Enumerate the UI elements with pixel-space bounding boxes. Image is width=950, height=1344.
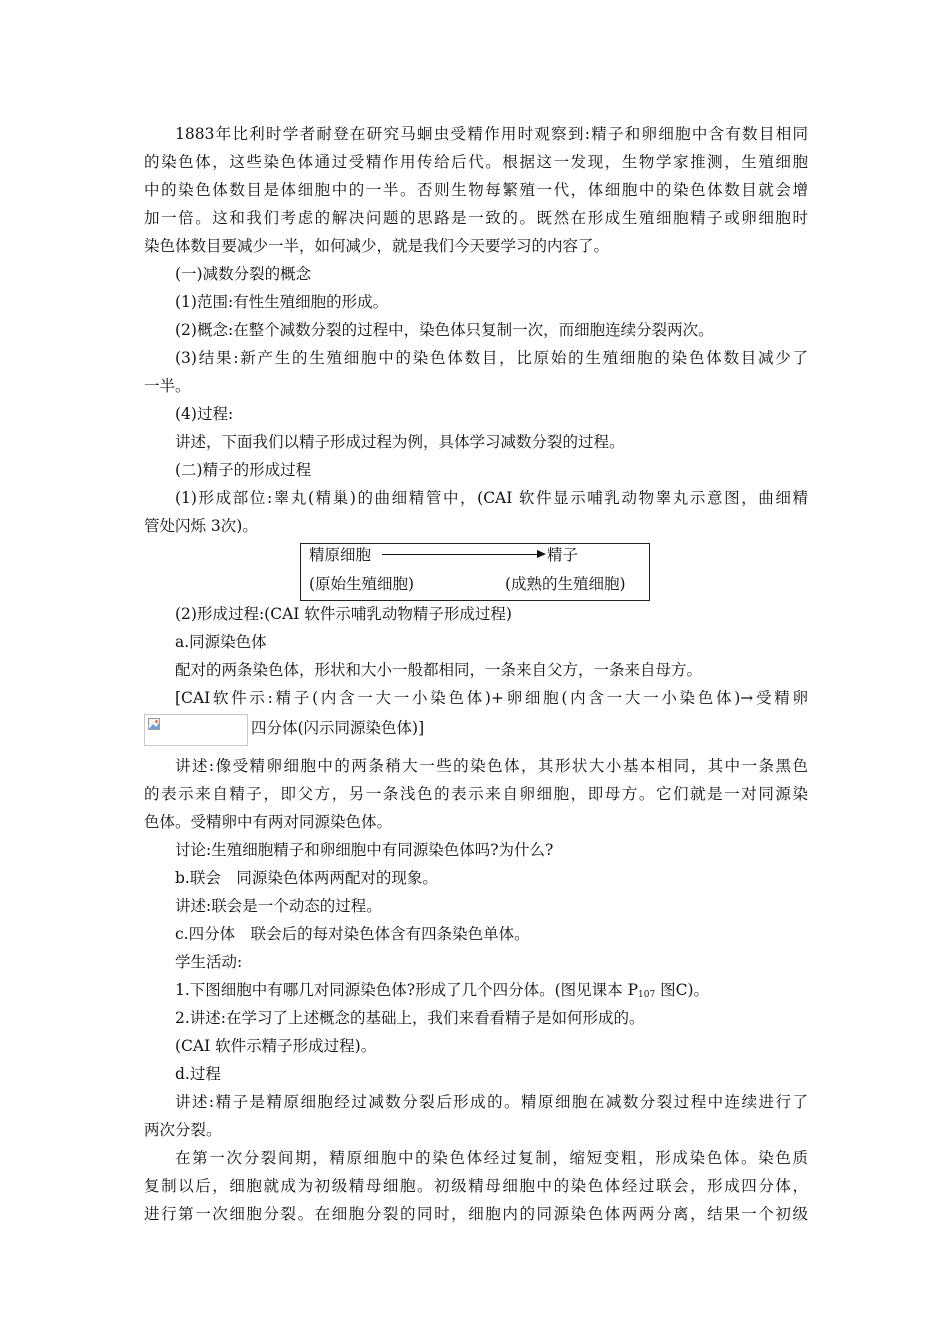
section1-narration: 讲述，下面我们以精子形成过程为例，具体学习减数分裂的过程。 [175, 433, 625, 451]
question-1-text: 1.下图细胞中有哪几对同源染色体?形成了几个四分体。(图见课本 P [175, 981, 639, 999]
intro-line-1: 1883年比利时学者耐登在研究马蛔虫受精作用时观察到:精子和卵细胞中含有数目相同 [175, 125, 808, 143]
broken-image-icon [148, 718, 160, 730]
section2-process-heading: (2)形成过程:(CAI 软件示哺乳动物精子形成过程) [175, 605, 512, 623]
intro-line-4: 加一倍。这和我们考虑的解决问题的思路是一致的。既然在形成生殖细胞精子或卵细胞时 [144, 209, 808, 227]
homologous-heading: a.同源染色体 [175, 633, 267, 651]
narration-line-1: 讲述:像受精卵细胞中的两条稍大一些的染色体，其形状大小基本相同，其中一条黑色 [175, 757, 808, 775]
section1-result-line-1: (3)结果:新产生的生殖细胞中的染色体数目，比原始的生殖细胞的染色体数目减少了 [175, 349, 808, 367]
synapsis-narration: 讲述:联会是一个动态的过程。 [175, 897, 382, 915]
question-1-tail: 图C)。 [655, 981, 710, 999]
section1-scope: (1)范围:有性生殖细胞的形成。 [175, 293, 389, 311]
cai-line-2: 四分体(闪示同源染色体)] [251, 719, 425, 737]
homologous-definition: 配对的两条染色体，形状和大小一般都相同，一条来自父方，一条来自母方。 [175, 661, 703, 679]
question-2: 2.讲述:在学习了上述概念的基础上，我们来看看精子是如何形成的。 [175, 1009, 645, 1027]
question-1-page: 107 [638, 990, 656, 1000]
diagram-arrow-line [382, 554, 540, 555]
student-activity: 学生活动: [175, 953, 243, 971]
spermatogenesis-diagram-box [300, 543, 650, 601]
discussion: 讨论:生殖细胞精子和卵细胞中有同源染色体吗?为什么? [175, 841, 554, 859]
tetrad-line: c.四分体 联会后的每对染色体含有四条染色单体。 [175, 925, 530, 943]
diagram-from-note: (原始生殖细胞) [309, 575, 415, 593]
process-narration-line-1: 讲述:精子是精原细胞经过减数分裂后形成的。精原细胞在减数分裂过程中连续进行了 [175, 1093, 808, 1111]
synapsis-line: b.联会 同源染色体两两配对的现象。 [175, 869, 438, 887]
paragraph-line-1: 在第一次分裂间期，精原细胞中的染色体经过复制，缩短变粗，形成染色体。染色质 [175, 1149, 808, 1167]
diagram-to-label: 精子 [547, 546, 579, 564]
section2-heading: (二)精子的形成过程 [175, 461, 312, 479]
paragraph-line-3: 进行第一次细胞分裂。在细胞分裂的同时，细胞内的同源染色体两两分离，结果一个初级 [144, 1205, 808, 1223]
section1-result-line-2: 一半。 [144, 377, 191, 395]
intro-line-3: 中的染色体数目是体细胞中的一半。否则生物每繁殖一代，体细胞中的染色体数目就会增 [144, 181, 808, 199]
section1-concept: (2)概念:在整个减数分裂的过程中，染色体只复制一次，而细胞连续分裂两次。 [175, 321, 714, 339]
cai-line-3: (CAI 软件示精子形成过程)。 [175, 1037, 377, 1055]
section2-site-line-2: 管处闪烁 3次)。 [144, 517, 258, 535]
narration-line-3: 色体。受精卵中有两对同源染色体。 [144, 813, 393, 831]
narration-line-2: 的表示来自精子，即父方，另一条浅色的表示来自卵细胞，即母方。它们就是一对同源染 [144, 785, 808, 803]
intro-line-5: 染色体数目要减少一半，如何减少，就是我们今天要学习的内容了。 [144, 237, 610, 255]
diagram-from-label: 精原细胞 [309, 546, 372, 564]
diagram-to-note: (成熟的生殖细胞) [505, 575, 626, 593]
section2-site-line-1: (1)形成部位:睾丸(精巢)的曲细精管中，(CAI 软件显示哺乳动物睾丸示意图，曲细精 [175, 489, 808, 507]
arrow-right-icon [537, 550, 546, 558]
paragraph-line-2: 复制以后，细胞就成为初级精母细胞。初级精母细胞中的染色体经过联会，形成四分体， [144, 1177, 808, 1195]
cai-line-1: [CAI软件示:精子(内含一大一小染色体)+卵细胞(内含一大一小染色体)→受精卵 [175, 689, 808, 707]
process-heading-d: d.过程 [175, 1065, 221, 1083]
intro-line-2: 的染色体，这些染色体通过受精作用传给后代。根据这一发现，生物学家推测，生殖细胞 [144, 153, 808, 171]
section1-heading: (一)减数分裂的概念 [175, 265, 312, 283]
process-narration-line-2: 两次分裂。 [144, 1121, 222, 1139]
section1-process: (4)过程: [175, 405, 234, 423]
broken-image-placeholder [144, 714, 248, 746]
